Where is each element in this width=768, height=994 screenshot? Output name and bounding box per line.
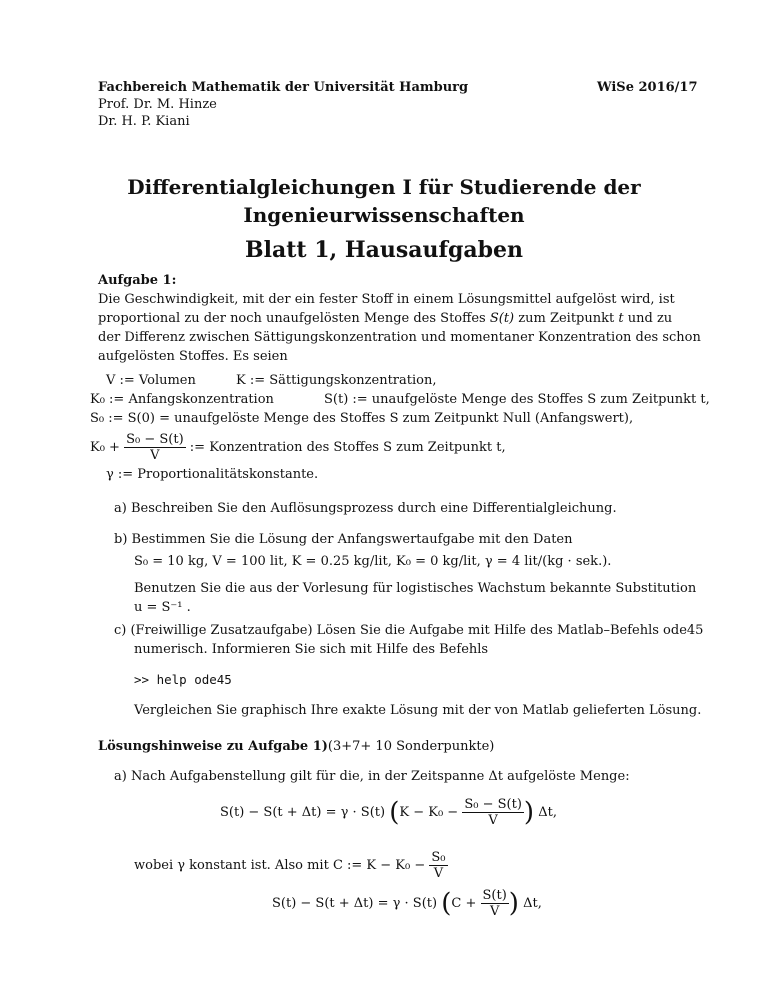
assistant: Dr. H. P. Kiani (98, 114, 190, 129)
intro-line-1: Die Geschwindigkeit, mit der ein fester Stoff in einem Lösungsmittel aufgelöst wird, ist (98, 292, 675, 307)
def-saturation: K := Sättigungskonzentration, (236, 373, 437, 388)
task-heading: Aufgabe 1: (98, 273, 177, 288)
task-c-line-2: numerisch. Informieren Sie sich mit Hilfe des Befehls (134, 642, 489, 657)
matlab-command: >> help ode45 (134, 672, 232, 687)
def-s-of-t: S(t) := unaufgelöste Menge des Stoffes S zum Zeitpunkt t, (324, 392, 710, 407)
sheet-title: Blatt 1, Hausaufgaben (245, 237, 523, 263)
solution-a-line-1: a) Nach Aufgabenstellung gilt für die, in der Zeitspanne Δt aufgelöste Menge: (114, 769, 630, 784)
intro-line-4: aufgelösten Stoffes. Es seien (98, 349, 288, 364)
intro-line-2: proportional zu der noch unaufgelösten Menge des Stoffes S(t) zum Zeitpunkt t und zu (98, 311, 673, 326)
def-gamma: γ := Proportionalitätskonstante. (106, 467, 319, 482)
equation-1: S(t) − S(t + Δt) = γ · S(t) (K − K₀ − $\frac{\text{S₀ − S(t)}}{V}$ ) Δt, (220, 797, 557, 828)
task-c-line-1: c) (Freiwillige Zusatzaufgabe) Lösen Sie die Aufgabe mit Hilfe des Matlab–Befehls ode45 (114, 623, 704, 638)
task-b-line-1: b) Bestimmen Sie die Lösung der Anfangswertaufgabe mit den Daten (114, 532, 573, 547)
task-a: a) Beschreiben Sie den Auflösungsprozess durch eine Differentialgleichung. (114, 501, 617, 516)
solution-heading: Lösungshinweise zu Aufgabe 1)(3+7+ 10 Sonderpunkte) (98, 739, 495, 754)
institution: Fachbereich Mathematik der Universität Hamburg (98, 80, 469, 95)
title-line-2: Ingenieurwissenschaften (243, 203, 525, 227)
professor: Prof. Dr. M. Hinze (98, 97, 217, 112)
semester: WiSe 2016/17 (597, 80, 698, 95)
task-b-data: S₀ = 10 kg, V = 100 lit, K = 0.25 kg/lit, K₀ = 0 kg/lit, γ = 4 lit/(kg · sek.). (134, 554, 612, 569)
task-c-line-3: Vergleichen Sie graphisch Ihre exakte Lösung mit der von Matlab gelieferten Lösung. (134, 703, 702, 718)
task-b-substitution: u = S⁻¹ . (134, 600, 191, 615)
def-concentration: K₀ + $\frac{\text{S₀ − S(t)}}{V}$ := Konzentration des Stoffes S zum Zeitpunkt t, (90, 432, 506, 463)
task-b-line-3: Benutzen Sie die aus der Vorlesung für logistisches Wachstum bekannte Substitution (134, 581, 697, 596)
def-volume: V := Volumen (106, 373, 196, 388)
def-s0: S₀ := S(0) = unaufgelöste Menge des Stoffes S zum Zeitpunkt Null (Anfangswert), (90, 411, 634, 426)
equation-2: S(t) − S(t + Δt) = γ · S(t) (C + $\frac{S(t)}{V}$ ) Δt, (272, 888, 542, 919)
def-initial-concentration: K₀ := Anfangskonzentration (90, 392, 274, 407)
constant-c-definition: wobei γ konstant ist. Also mit C := K − K₀ − $\frac{\text{S₀}}{V}$ (134, 850, 446, 881)
intro-line-3: der Differenz zwischen Sättigungskonzentration und momentaner Konzentration des schon (98, 330, 701, 345)
title-line-1: Differentialgleichungen I für Studierende der (127, 175, 641, 199)
